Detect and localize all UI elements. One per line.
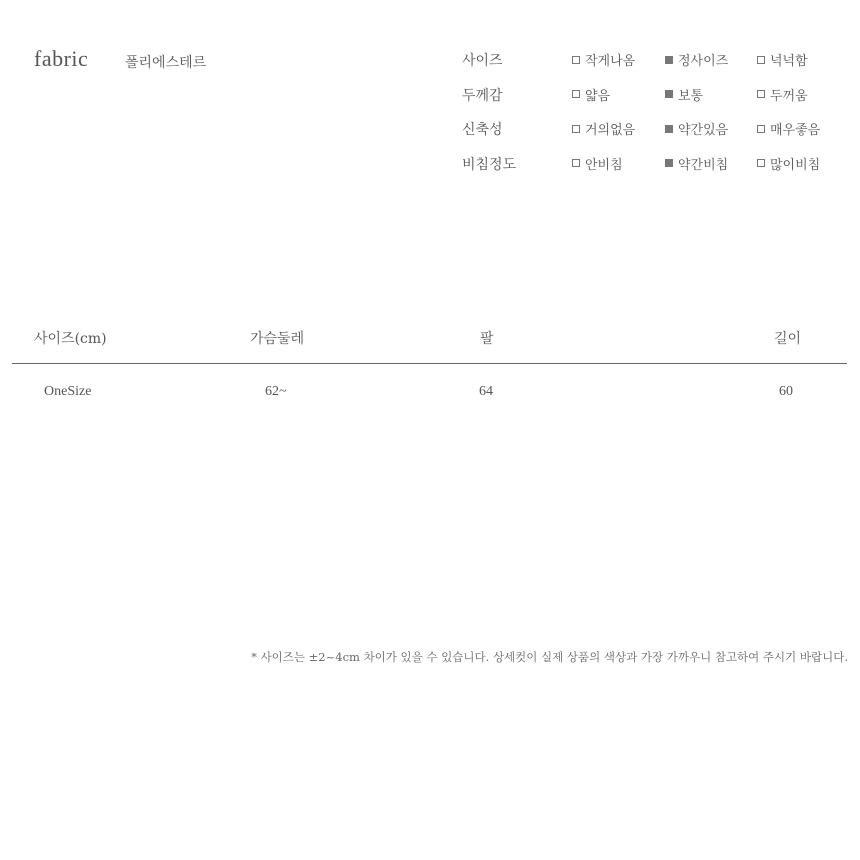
checkbox-icon: [757, 159, 765, 167]
spec-option-label: 두꺼움: [770, 88, 808, 104]
table-divider: [12, 363, 847, 364]
spec-option: [757, 119, 820, 138]
spec-option: [757, 85, 808, 104]
sleeve-header: 팔: [480, 331, 494, 347]
spec-option-label: 매우좋음: [770, 123, 821, 138]
checkbox-icon: [665, 90, 673, 98]
spec-option: [572, 154, 623, 173]
spec-option-label: 약간비침: [678, 157, 729, 173]
checkbox-icon: [665, 159, 673, 167]
spec-name: 신축성: [462, 122, 503, 138]
spec-option: [572, 119, 635, 138]
spec-option-label: 정사이즈: [678, 54, 729, 69]
checkbox-icon: [757, 56, 765, 64]
spec-option: [757, 154, 820, 173]
spec-name: 두께감: [462, 87, 503, 104]
checkbox-icon: [665, 56, 673, 64]
spec-option-label: 보통: [678, 88, 704, 104]
fabric-label: fabric: [34, 46, 89, 71]
spec-option: [665, 85, 703, 104]
spec-option: [572, 85, 610, 104]
fabric-value: 폴리에스테르: [125, 55, 207, 71]
checkbox-icon: [572, 125, 580, 133]
table-cell-sleeve: 64: [479, 384, 493, 399]
table-cell-length: 60: [779, 384, 793, 399]
length-header: 길이: [774, 331, 802, 347]
spec-option-label: 작게나옴: [585, 54, 636, 69]
spec-option-label: 약간있음: [678, 123, 729, 138]
spec-option-label: 넉넉함: [770, 54, 808, 69]
spec-option-label: 안비침: [585, 157, 623, 173]
spec-option-label: 거의없음: [585, 123, 636, 138]
chest-header: 가슴둘레: [250, 331, 305, 347]
spec-option: [572, 50, 635, 69]
checkbox-icon: [757, 90, 765, 98]
checkbox-icon: [757, 125, 765, 133]
spec-name: 사이즈: [462, 53, 503, 69]
table-cell-size: OneSize: [44, 384, 92, 399]
size-note: * 사이즈는 ±2~4cm 차이가 있을 수 있습니다. 상세컷이 실제 상품의 색상과 가장 가까우니 참고하여 주시기 바랍니다.: [251, 650, 848, 664]
spec-option: [665, 154, 728, 173]
checkbox-icon: [572, 56, 580, 64]
spec-option: [665, 119, 728, 138]
spec-option: [757, 50, 808, 69]
spec-option-label: 많이비침: [770, 157, 821, 173]
spec-name: 비침정도: [462, 156, 517, 173]
size-header: 사이즈(cm): [34, 331, 107, 347]
checkbox-icon: [572, 90, 580, 98]
spec-option: [665, 50, 728, 69]
checkbox-icon: [572, 159, 580, 167]
spec-option-label: 얇음: [585, 88, 611, 104]
table-cell-chest: 62~: [265, 384, 287, 399]
checkbox-icon: [665, 125, 673, 133]
